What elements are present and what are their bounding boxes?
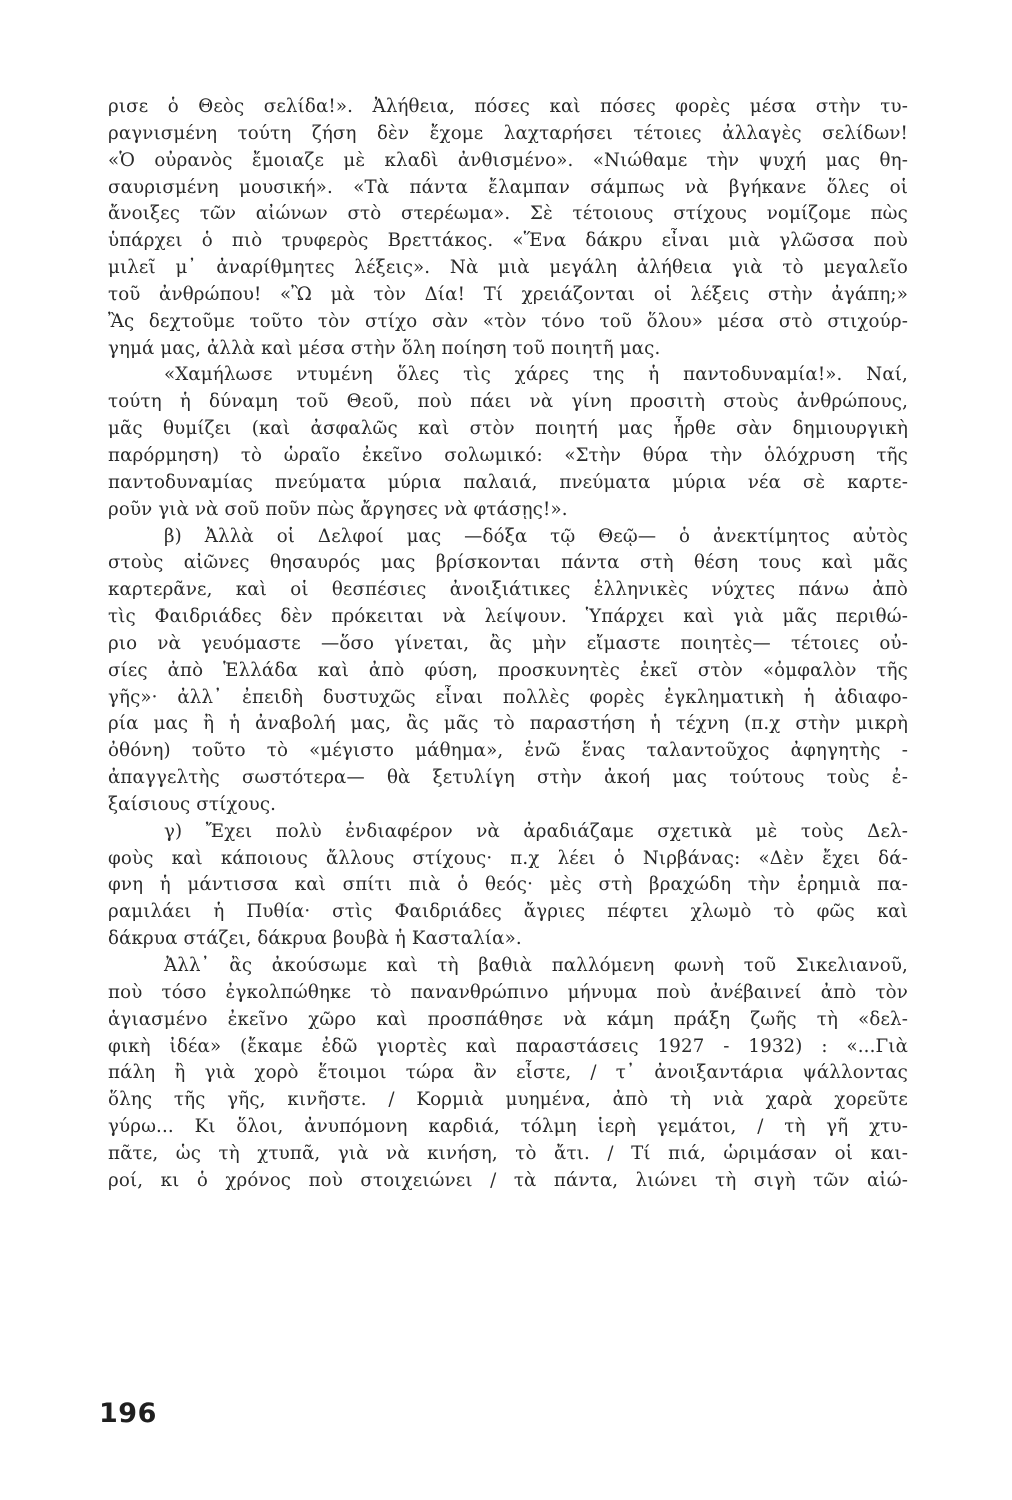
text-line: παρόρμηση) τὸ ὡραῖο ἐκεῖνο σολωμικό: «Στὴν θύρα τὴν ὁλόχρυση τῆς (108, 444, 908, 466)
text-line: Ἂς δεχτοῦμε τοῦτο τὸν στίχο σὰν «τὸν τόνο τοῦ ὅλου» μέσα στὸ στιχούρ- (108, 310, 908, 332)
text-line: ὀθόνη) τοῦτο τὸ «μέγιστο μάθημα», ἐνῶ ἕνας ταλαντοῦχος ἀφηγητὴς - (108, 740, 908, 762)
text-line: φοὺς καὶ κάποιους ἄλλους στίχους· π.χ λέει ὁ Νιρβάνας: «Δὲν ἔχει δά- (108, 847, 908, 869)
text-line: ὑπάρχει ὁ πιὸ τρυφερὸς Βρεττάκος. «Ἕνα δάκρυ εἶναι μιὰ γλῶσσα ποὺ (108, 230, 908, 252)
text-line: ρισε ὁ Θεὸς σελίδα!». Ἀλήθεια, πόσες καὶ πόσες φορὲς μέσα στὴν τυ- (108, 96, 908, 117)
text-line: ὅλης τῆς γῆς, κινῆστε. / Κορμιὰ μυημένα, ἀπὸ τὴ νιὰ χαρὰ χορεῦτε (108, 1089, 908, 1111)
text-line: β) Ἀλλὰ οἱ Δελφοί μας —δόξα τῷ Θεῷ— ὁ ἀνεκτίμητος αὐτὸς (164, 525, 908, 547)
text-line: ραγνισμένη τούτη ζήση δὲν ἔχομε λαχταρήσει τέτοιες ἀλλαγὲς σελίδων! (108, 122, 908, 144)
text-line: παντοδυναμίας πνεύματα μύρια παλαιά, πνεύματα μύρια νέα σὲ καρτε- (108, 471, 908, 493)
text-line: πάλη ἢ γιὰ χορὸ ἕτοιμοι τώρα ἂν εἶστε, / τ᾽ ἀνοιξαντάρια ψάλλοντας (108, 1062, 908, 1084)
text-line: ροῦν γιὰ νὰ σοῦ ποῦν πὼς ἄργησες νὰ φτάσῃς!». (108, 498, 568, 520)
text-line: καρτερᾶνε, καὶ οἱ θεσπέσιες ἀνοιξιάτικες ἑλληνικὲς νύχτες πάνω ἀπὸ (108, 579, 908, 601)
text-line: δάκρυα στάζει, δάκρυα βουβὰ ἡ Κασταλία». (108, 928, 522, 950)
text-line: τοῦ ἀνθρώπου! «Ὢ μὰ τὸν Δία! Τί χρειάζονται οἱ λέξεις στὴν ἀγάπη;» (108, 283, 908, 305)
text-line: τὶς Φαιδριάδες δὲν πρόκειται νὰ λείψουν. Ὑπάρχει καὶ γιὰ μᾶς περιθώ- (108, 606, 908, 628)
text-line: «Χαμήλωσε ντυμένη ὅλες τὶς χάρες της ἡ παντοδυναμία!». Ναί, (164, 364, 908, 386)
text-line: γημά μας, ἀλλὰ καὶ μέσα στὴν ὅλη ποίηση τοῦ ποιητῆ μας. (108, 337, 661, 359)
text-line: ἁγιασμένο ἐκεῖνο χῶρο καὶ προσπάθησε νὰ κάμη πράξη ζωῆς τὴ «δελ- (108, 1008, 908, 1030)
text-line: μᾶς θυμίζει (καὶ ἀσφαλῶς καὶ στὸν ποιητή μας ἦρθε σὰν δημιουργικὴ (108, 418, 908, 440)
text-line: γύρω... Κι ὅλοι, ἀνυπόμονη καρδιά, τόλμη ἱερὴ γεμάτοι, / τὴ γῆ χτυ- (108, 1116, 908, 1138)
text-line: σίες ἀπὸ Ἑλλάδα καὶ ἀπὸ φύση, προσκυνητὲς ἐκεῖ στὸν «ὀμφαλὸν τῆς (108, 659, 908, 681)
text-line: πᾶτε, ὡς τὴ χτυπᾶ, γιὰ νὰ κινήση, τὸ ἄτι. / Τί πιά, ὡριμάσαν οἱ και- (108, 1142, 908, 1164)
page-number: 196 (99, 1398, 157, 1429)
text-line: ἀπαγγελτὴς σωστότερα— θὰ ξετυλίγη στὴν ἀκοή μας τούτους τοὺς ἐ- (108, 767, 908, 789)
text-line: φνη ἡ μάντισσα καὶ σπίτι πιὰ ὁ θεός· μὲς στὴ βραχώδη τὴν ἐρημιὰ πα- (108, 874, 908, 896)
text-line: γ) Ἔχει πολὺ ἐνδιαφέρον νὰ ἀραδιάζαμε σχετικὰ μὲ τοὺς Δελ- (164, 820, 908, 842)
text-line: ρία μας ἢ ἡ ἀναβολή μας, ἂς μᾶς τὸ παραστήση ἡ τέχνη (π.χ στὴν μικρὴ (108, 713, 908, 735)
text-line: φικὴ ἰδέα» (ἔκαμε ἐδῶ γιορτὲς καὶ παραστάσεις 1927 - 1932) : «...Γιὰ (108, 1035, 908, 1057)
body-text (108, 94, 908, 1195)
text-line: σαυρισμένη μουσική». «Τὰ πάντα ἔλαμπαν σάμπως νὰ βγήκανε ὅλες οἱ (108, 176, 908, 198)
text-line: τούτη ἡ δύναμη τοῦ Θεοῦ, ποὺ πάει νὰ γίνη προσιτὴ στοὺς ἀνθρώπους, (108, 391, 908, 413)
text-line: ριο νὰ γευόμαστε —ὅσο γίνεται, ἂς μὴν εἴμαστε ποιητὲς— τέτοιες οὐ- (108, 632, 908, 654)
text-line: ποὺ τόσο ἐγκολπώθηκε τὸ πανανθρώπινο μήνυμα ποὺ ἀνέβαινεί ἀπὸ τὸν (108, 981, 908, 1003)
text-line: «Ὁ οὐρανὸς ἔμοιαζε μὲ κλαδὶ ἀνθισμένο». «Νιώθαμε τὴν ψυχή μας θη- (108, 149, 908, 171)
text-line: στοὺς αἰῶνες θησαυρός μας βρίσκονται πάντα στὴ θέση τους καὶ μᾶς (108, 552, 908, 574)
text-line: ροί, κι ὁ χρόνος ποὺ στοιχειώνει / τὰ πάντα, λιώνει τὴ σιγὴ τῶν αἰώ- (108, 1169, 908, 1191)
text-line: ξαίσιους στίχους. (108, 793, 277, 815)
text-line: ἄνοιξες τῶν αἰώνων στὸ στερέωμα». Σὲ τέτοιους στίχους νομίζομε πὼς (108, 203, 908, 225)
text-line: ραμιλάει ἡ Πυθία· στὶς Φαιδριάδες ἄγριες πέφτει χλωμὸ τὸ φῶς καὶ (108, 901, 908, 923)
text-line: Ἀλλ᾽ ἂς ἀκούσωμε καὶ τὴ βαθιὰ παλλόμενη φωνὴ τοῦ Σικελιανοῦ, (164, 955, 908, 976)
text-line: γῆς»· ἀλλ᾽ ἐπειδὴ δυστυχῶς εἶναι πολλὲς φορὲς ἐγκληματικὴ ἡ ἀδιαφο- (108, 686, 908, 708)
text-line: μιλεῖ μ᾽ ἀναρίθμητες λέξεις». Νὰ μιὰ μεγάλη ἀλήθεια γιὰ τὸ μεγαλεῖο (108, 257, 908, 279)
